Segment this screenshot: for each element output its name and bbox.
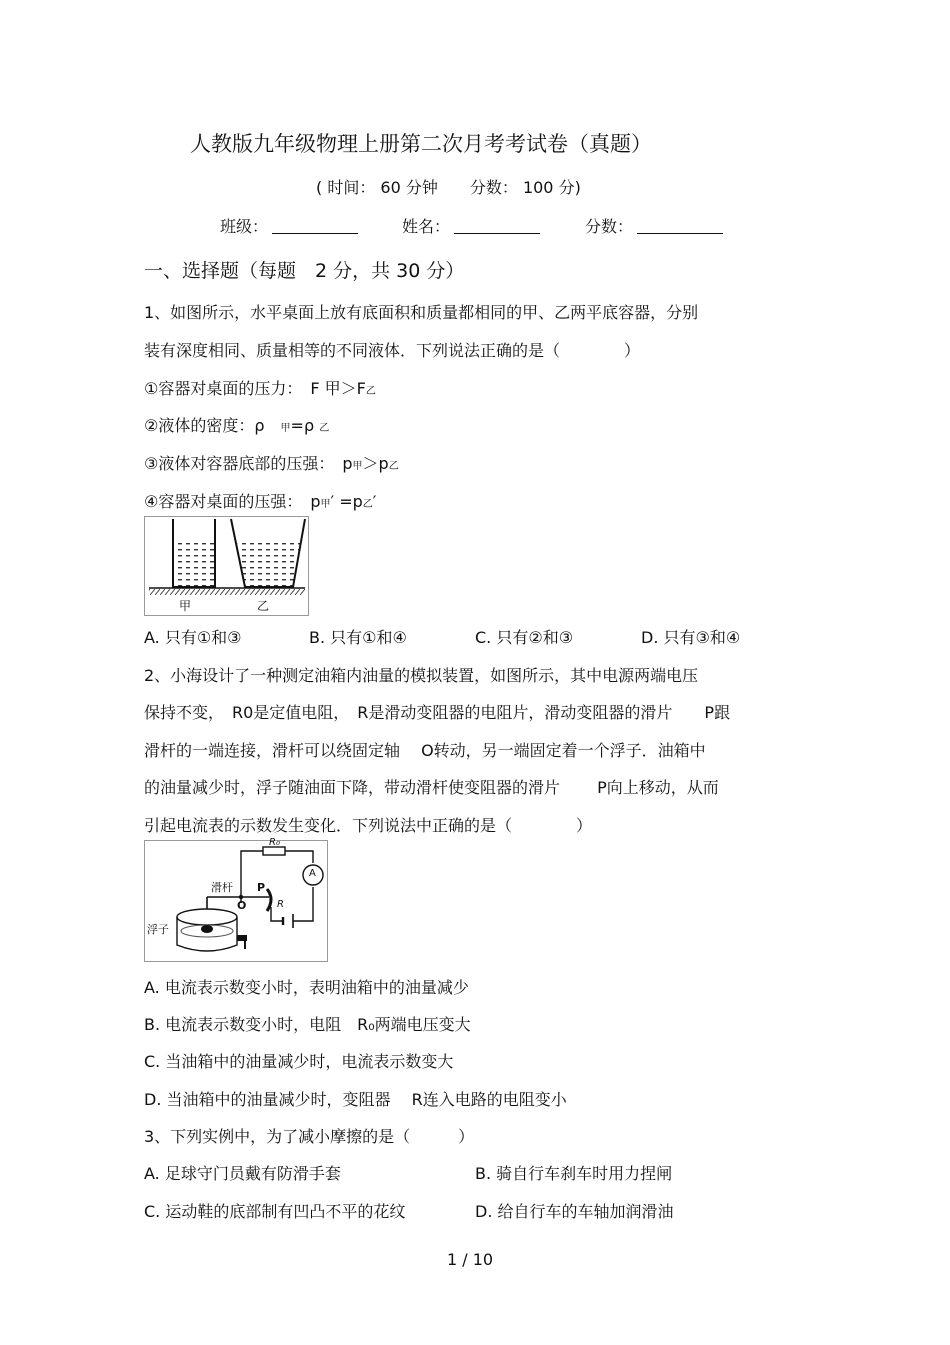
q1-statement-3: ③液体对容器底部的压强： p甲＞p乙 [144,454,399,473]
q1-option-a[interactable]: A. 只有①和③ [144,628,242,647]
q2-stem-line2: 保持不变， R0是定值电阻， R是滑动变阻器的电阻片，滑动变阻器的滑片 P跟 [144,703,731,722]
name-blank[interactable] [454,217,540,234]
q2-stem-line3: 滑杆的一端连接，滑杆可以绕固定轴 O转动，另一端固定着一个浮子．油箱中 [144,741,706,760]
q3-option-a[interactable]: A. 足球守门员戴有防滑手套 [144,1164,341,1183]
class-field [220,214,358,237]
q2-stem-line4: 的油量减少时，浮子随油面下降，带动滑杆使变阻器的滑片 P向上移动，从而 [144,778,719,797]
q3-stem: 3、下列实例中，为了减小摩擦的是（ ） [144,1127,475,1146]
circuit-drawing [145,841,327,961]
q1-stem-line2: 装有深度相同、质量相等的不同液体．下列说法正确的是（ ） [144,341,641,360]
resistor-r [267,889,271,911]
liquid-yi [237,539,301,587]
label-yi: 乙 [257,599,270,613]
q2-option-c[interactable]: C. 当油箱中的油量减少时，电流表示数变大 [144,1052,454,1071]
page-number: 1 / 10 [447,1250,494,1269]
q1-option-c[interactable]: C. 只有②和③ [475,628,574,647]
score-blank[interactable] [637,217,723,234]
q1-option-d[interactable]: D. 只有③和④ [641,628,741,647]
q2-option-b[interactable]: B. 电流表示数变小时，电阻 R₀两端电压变大 [144,1015,471,1034]
q1-statement-1: ①容器对桌面的压力： F 甲＞F乙 [144,379,376,398]
label-float: 浮子 [147,923,169,936]
float [201,925,213,933]
label-ammeter: A [309,868,316,879]
q2-oil-gauge-figure [144,837,328,962]
score-field [585,214,723,237]
q2-option-d[interactable]: D. 当油箱中的油量减少时，变阻器 R连入电路的电阻变小 [144,1090,567,1109]
q1-option-b[interactable]: B. 只有①和④ [309,628,407,647]
q1-statement-4: ④容器对桌面的压强： p甲′ =p乙′ [144,492,377,511]
label-rod: 滑杆 [211,881,233,894]
q2-option-a[interactable]: A. 电流表示数变小时，表明油箱中的油量减少 [144,978,469,997]
liquid-jia [173,539,215,587]
containers-drawing [145,517,308,615]
name-label: 姓名： [402,217,451,236]
name-field [402,214,540,237]
label-r0: R₀ [269,837,280,848]
q1-containers-figure [144,516,309,616]
label-r: R [277,899,284,910]
label-jia: 甲 [179,599,192,613]
q1-statement-2: ②液体的密度：ρ 甲=ρ 乙 [144,416,330,435]
score-label: 分数： [585,217,634,236]
label-o: O [237,899,247,912]
tank-top [177,909,237,925]
q2-stem-line5: 引起电流表的示数发生变化．下列说法中正确的是（ ） [144,816,593,835]
q1-stem-line1: 1、如图所示，水平桌面上放有底面积和质量都相同的甲、乙两平底容器，分别 [144,303,699,322]
q3-option-c[interactable]: C. 运动鞋的底部制有凹凸不平的花纹 [144,1202,406,1221]
table-hatching [149,589,305,595]
q3-option-b[interactable]: B. 骑自行车刹车时用力捏闸 [475,1164,673,1183]
section-title: 一、选择题（每题 2 分，共 30 分） [144,260,465,282]
label-p: P [257,881,266,894]
class-blank[interactable] [272,217,358,234]
q3-option-d[interactable]: D. 给自行车的车轴加润滑油 [475,1202,674,1221]
resistor-r0 [263,847,285,855]
page-title: 人教版九年级物理上册第二次月考考试卷（真题） [190,132,652,156]
class-label: 班级： [220,217,269,236]
time-score-line: ( 时间： 60 分钟 分数： 100 分) [316,178,581,197]
q2-stem-line1: 2、小海设计了一种测定油箱内油量的模拟装置，如图所示，其中电源两端电压 [144,666,699,685]
